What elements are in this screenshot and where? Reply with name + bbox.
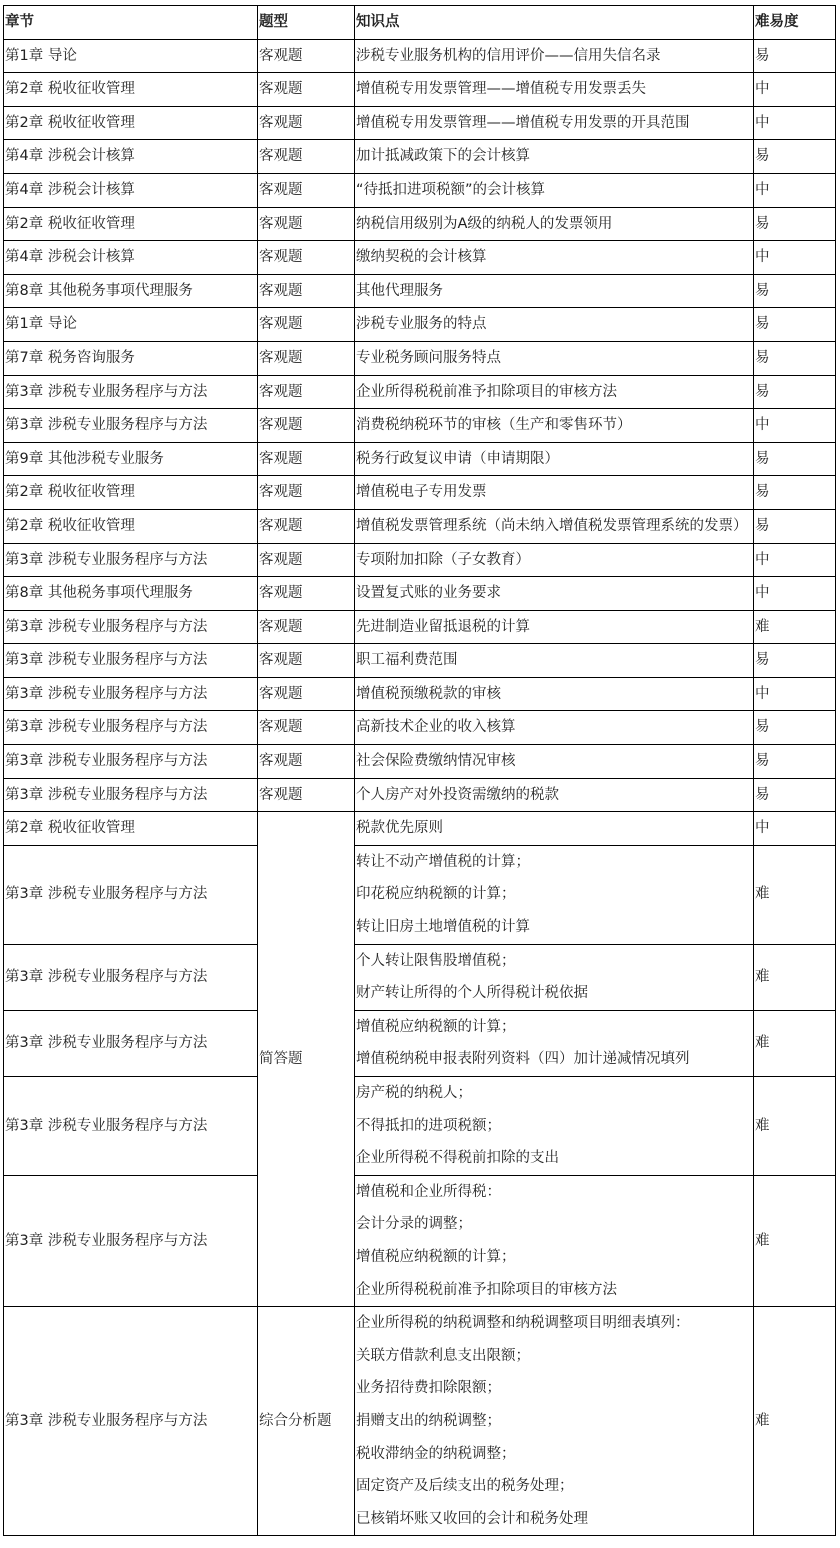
- chapter-cell: 第9章 其他涉税专业服务: [4, 442, 258, 476]
- chapter-cell: 第3章 涉税专业服务程序与方法: [4, 610, 258, 644]
- knowledge-cell: [355, 610, 754, 644]
- knowledge-cell: [355, 106, 754, 140]
- table-row: [4, 375, 836, 409]
- chapter-cell: 第3章 涉税专业服务程序与方法: [4, 543, 258, 577]
- knowledge-line: 增值税和企业所得税：: [356, 1183, 501, 1200]
- knowledge-cell: [355, 1175, 754, 1306]
- table-row: [4, 711, 836, 745]
- chapter-cell: 第8章 其他税务事项代理服务: [4, 274, 258, 308]
- knowledge-cell: [355, 140, 754, 174]
- knowledge-cell: 增值税发票管理系统（尚未纳入增值税发票管理系统的发票）: [355, 509, 754, 543]
- table-row: [4, 644, 836, 678]
- table-row: [4, 442, 836, 476]
- difficulty-cell: 易: [754, 274, 836, 308]
- table-row: [4, 241, 836, 275]
- chapter-cell: 第3章 涉税专业服务程序与方法: [4, 677, 258, 711]
- question-type-cell: 客观题: [258, 543, 355, 577]
- question-type-cell: 客观题: [258, 375, 355, 409]
- knowledge-cell: [355, 173, 754, 207]
- knowledge-line: 高新技术企业的收入核算: [356, 719, 516, 736]
- table-row: [4, 845, 836, 944]
- difficulty-cell: 中: [754, 577, 836, 611]
- knowledge-cell: [355, 476, 754, 510]
- difficulty-cell: 中: [754, 173, 836, 207]
- knowledge-cell: [355, 73, 754, 107]
- knowledge-cell: [355, 745, 754, 779]
- chapter-cell: 第2章 税收征收管理: [4, 207, 258, 241]
- question-type-cell: 简答题: [258, 812, 355, 1307]
- table-row: [4, 610, 836, 644]
- exam-knowledge-table: [3, 5, 836, 1536]
- knowledge-cell: [355, 341, 754, 375]
- knowledge-cell: [355, 812, 754, 846]
- knowledge-cell: [355, 711, 754, 745]
- chapter-cell: 第3章 涉税专业服务程序与方法: [4, 1010, 258, 1076]
- knowledge-line: 税款优先原则: [356, 820, 443, 837]
- knowledge-line: 企业所得税税前准予扣除项目的审核方法: [356, 383, 617, 400]
- difficulty-cell: 易: [754, 39, 836, 73]
- knowledge-line: 增值税电子专用发票: [356, 484, 487, 501]
- knowledge-line: 先进制造业留抵退税的计算: [356, 618, 530, 635]
- table-row: [4, 812, 836, 846]
- table-row: [4, 39, 836, 73]
- question-type-cell: 客观题: [258, 711, 355, 745]
- chapter-cell: 第2章 税收征收管理: [4, 106, 258, 140]
- knowledge-line: 涉税专业服务的特点: [356, 316, 487, 333]
- knowledge-line: 其他代理服务: [356, 282, 443, 299]
- difficulty-cell: 中: [754, 241, 836, 275]
- table-row: [4, 1307, 836, 1536]
- knowledge-line: 增值税预缴税款的审核: [356, 685, 501, 702]
- knowledge-line: 税收滞纳金的纳税调整；: [356, 1445, 516, 1462]
- difficulty-cell: 易: [754, 140, 836, 174]
- difficulty-cell: 易: [754, 308, 836, 342]
- chapter-cell: 第8章 其他税务事项代理服务: [4, 577, 258, 611]
- knowledge-line: 企业所得税的纳税调整和纳税调整项目明细表填列：: [356, 1315, 690, 1332]
- table-row: [4, 677, 836, 711]
- chapter-cell: 第3章 涉税专业服务程序与方法: [4, 711, 258, 745]
- knowledge-cell: [355, 944, 754, 1010]
- knowledge-line: 设置复式账的业务要求: [356, 585, 501, 602]
- table-body: [4, 39, 836, 1536]
- knowledge-line: 专项附加扣除（子女教育）: [356, 551, 530, 568]
- difficulty-cell: 难: [754, 1077, 836, 1176]
- knowledge-cell: [355, 241, 754, 275]
- chapter-cell: 第2章 税收征收管理: [4, 476, 258, 510]
- chapter-cell: 第3章 涉税专业服务程序与方法: [4, 375, 258, 409]
- question-type-cell: 客观题: [258, 140, 355, 174]
- question-type-cell: 综合分析题: [258, 1307, 355, 1536]
- knowledge-line: 捐赠支出的纳税调整；: [356, 1412, 501, 1429]
- header-chapter: 章节: [4, 6, 258, 40]
- table-row: [4, 1077, 836, 1176]
- knowledge-cell: [355, 1077, 754, 1176]
- knowledge-line: 增值税应纳税额的计算；: [356, 1248, 516, 1265]
- header-type: 题型: [258, 6, 355, 40]
- question-type-cell: 客观题: [258, 409, 355, 443]
- knowledge-line: 专业税务顾问服务特点: [356, 349, 501, 366]
- difficulty-cell: 中: [754, 106, 836, 140]
- header-difficulty: 难易度: [754, 6, 836, 40]
- chapter-cell: 第2章 税收征收管理: [4, 73, 258, 107]
- difficulty-cell: 易: [754, 778, 836, 812]
- knowledge-cell: [355, 778, 754, 812]
- chapter-cell: 第3章 涉税专业服务程序与方法: [4, 1175, 258, 1306]
- chapter-cell: 第4章 涉税会计核算: [4, 173, 258, 207]
- table-row: [4, 778, 836, 812]
- knowledge-line: 涉税专业服务机构的信用评价——信用失信名录: [356, 47, 661, 64]
- knowledge-line: 房产税的纳税人；: [356, 1085, 472, 1101]
- question-type-cell: 客观题: [258, 745, 355, 779]
- question-type-cell: 客观题: [258, 173, 355, 207]
- table-row: [4, 173, 836, 207]
- knowledge-line: 企业所得税不得税前扣除的支出: [356, 1150, 559, 1167]
- table-row: [4, 944, 836, 1010]
- knowledge-line: “待抵扣进项税额”的会计核算: [356, 181, 546, 198]
- table-row: [4, 543, 836, 577]
- chapter-cell: 第3章 涉税专业服务程序与方法: [4, 944, 258, 1010]
- knowledge-line: 不得抵扣的进项税额；: [356, 1117, 501, 1134]
- knowledge-line: 增值税纳税申报表附列资料（四）加计递减情况填列: [356, 1051, 690, 1068]
- knowledge-line: 社会保险费缴纳情况审核: [356, 753, 516, 770]
- chapter-cell: 第2章 税收征收管理: [4, 812, 258, 846]
- table-row: [4, 1175, 836, 1306]
- knowledge-cell: [355, 274, 754, 308]
- knowledge-line: 个人房产对外投资需缴纳的税款: [356, 786, 559, 803]
- question-type-cell: 客观题: [258, 207, 355, 241]
- difficulty-cell: 易: [754, 476, 836, 510]
- table-row: [4, 509, 836, 543]
- header-knowledge: 知识点: [355, 6, 754, 40]
- chapter-cell: 第7章 税务咨询服务: [4, 341, 258, 375]
- knowledge-cell: [355, 207, 754, 241]
- knowledge-line: 加计抵减政策下的会计核算: [356, 148, 530, 165]
- knowledge-line: 缴纳契税的会计核算: [356, 249, 487, 266]
- difficulty-cell: 中: [754, 409, 836, 443]
- chapter-cell: 第2章 税收征收管理: [4, 509, 258, 543]
- table-row: [4, 140, 836, 174]
- knowledge-cell: [355, 577, 754, 611]
- knowledge-line: 增值税应纳税额的计算；: [356, 1018, 516, 1035]
- difficulty-cell: 难: [754, 1175, 836, 1306]
- knowledge-line: 已核销坏账又收回的会计和税务处理: [356, 1510, 588, 1527]
- question-type-cell: 客观题: [258, 308, 355, 342]
- question-type-cell: 客观题: [258, 476, 355, 510]
- difficulty-cell: 难: [754, 1307, 836, 1536]
- chapter-cell: 第3章 涉税专业服务程序与方法: [4, 644, 258, 678]
- difficulty-cell: 易: [754, 711, 836, 745]
- question-type-cell: 客观题: [258, 644, 355, 678]
- knowledge-line: 转让旧房土地增值税的计算: [356, 919, 530, 936]
- chapter-cell: 第3章 涉税专业服务程序与方法: [4, 745, 258, 779]
- knowledge-line: 职工福利费范围: [356, 652, 458, 669]
- chapter-cell: 第3章 涉税专业服务程序与方法: [4, 845, 258, 944]
- question-type-cell: 客观题: [258, 778, 355, 812]
- knowledge-cell: [355, 1010, 754, 1076]
- question-type-cell: 客观题: [258, 577, 355, 611]
- difficulty-cell: 易: [754, 509, 836, 543]
- knowledge-cell: [355, 644, 754, 678]
- chapter-cell: 第1章 导论: [4, 308, 258, 342]
- knowledge-line: 固定资产及后续支出的税务处理；: [356, 1478, 574, 1495]
- knowledge-cell: [355, 543, 754, 577]
- knowledge-line: 纳税信用级别为A级的纳税人的发票领用: [356, 215, 613, 232]
- difficulty-cell: 难: [754, 1010, 836, 1076]
- difficulty-cell: 易: [754, 745, 836, 779]
- chapter-cell: 第3章 涉税专业服务程序与方法: [4, 409, 258, 443]
- table-row: [4, 409, 836, 443]
- question-type-cell: 客观题: [258, 106, 355, 140]
- knowledge-cell: [355, 1307, 754, 1536]
- question-type-cell: 客观题: [258, 341, 355, 375]
- question-type-cell: 客观题: [258, 241, 355, 275]
- difficulty-cell: 易: [754, 207, 836, 241]
- table-row: [4, 207, 836, 241]
- difficulty-cell: 难: [754, 944, 836, 1010]
- difficulty-cell: 中: [754, 73, 836, 107]
- knowledge-line: 印花税应纳税额的计算；: [356, 886, 516, 903]
- knowledge-cell: [355, 409, 754, 443]
- table-row: [4, 308, 836, 342]
- question-type-cell: 客观题: [258, 39, 355, 73]
- knowledge-line: 业务招待费扣除限额；: [356, 1380, 501, 1397]
- question-type-cell: 客观题: [258, 442, 355, 476]
- knowledge-cell: [355, 308, 754, 342]
- difficulty-cell: 难: [754, 610, 836, 644]
- chapter-cell: 第3章 涉税专业服务程序与方法: [4, 1307, 258, 1536]
- knowledge-line: 会计分录的调整；: [356, 1216, 472, 1233]
- table-header-row: [4, 6, 836, 40]
- difficulty-cell: 中: [754, 543, 836, 577]
- difficulty-cell: 中: [754, 677, 836, 711]
- table-row: [4, 476, 836, 510]
- knowledge-line: 企业所得税税前准予扣除项目的审核方法: [356, 1281, 617, 1298]
- question-type-cell: 客观题: [258, 509, 355, 543]
- difficulty-cell: 易: [754, 442, 836, 476]
- chapter-cell: 第4章 涉税会计核算: [4, 140, 258, 174]
- chapter-cell: 第3章 涉税专业服务程序与方法: [4, 778, 258, 812]
- table-row: [4, 106, 836, 140]
- knowledge-cell: [355, 39, 754, 73]
- knowledge-cell: [355, 677, 754, 711]
- difficulty-cell: 难: [754, 845, 836, 944]
- knowledge-line: 税务行政复议申请（申请期限）: [356, 450, 559, 467]
- question-type-cell: 客观题: [258, 677, 355, 711]
- table-row: [4, 745, 836, 779]
- table-row: [4, 1010, 836, 1076]
- chapter-cell: 第1章 导论: [4, 39, 258, 73]
- question-type-cell: 客观题: [258, 274, 355, 308]
- difficulty-cell: 易: [754, 375, 836, 409]
- chapter-cell: 第3章 涉税专业服务程序与方法: [4, 1077, 258, 1176]
- knowledge-line: 转让不动产增值税的计算；: [356, 853, 530, 870]
- question-type-cell: 客观题: [258, 610, 355, 644]
- knowledge-line: 增值税专用发票管理——增值税专用发票丢失: [356, 81, 646, 98]
- table-row: [4, 341, 836, 375]
- table-row: [4, 73, 836, 107]
- chapter-cell: 第4章 涉税会计核算: [4, 241, 258, 275]
- difficulty-cell: 易: [754, 644, 836, 678]
- knowledge-line: 增值税专用发票管理——增值税专用发票的开具范围: [356, 114, 690, 131]
- difficulty-cell: 中: [754, 812, 836, 846]
- knowledge-line: 个人转让限售股增值税；: [356, 952, 516, 969]
- table-row: [4, 577, 836, 611]
- knowledge-cell: [355, 375, 754, 409]
- question-type-cell: 客观题: [258, 73, 355, 107]
- table-row: [4, 274, 836, 308]
- knowledge-line: 财产转让所得的个人所得税计税依据: [356, 985, 588, 1002]
- knowledge-line: 关联方借款利息支出限额；: [356, 1347, 530, 1364]
- knowledge-line: 消费税纳税环节的审核（生产和零售环节）: [356, 417, 632, 434]
- knowledge-cell: [355, 442, 754, 476]
- difficulty-cell: 易: [754, 341, 836, 375]
- knowledge-cell: [355, 845, 754, 944]
